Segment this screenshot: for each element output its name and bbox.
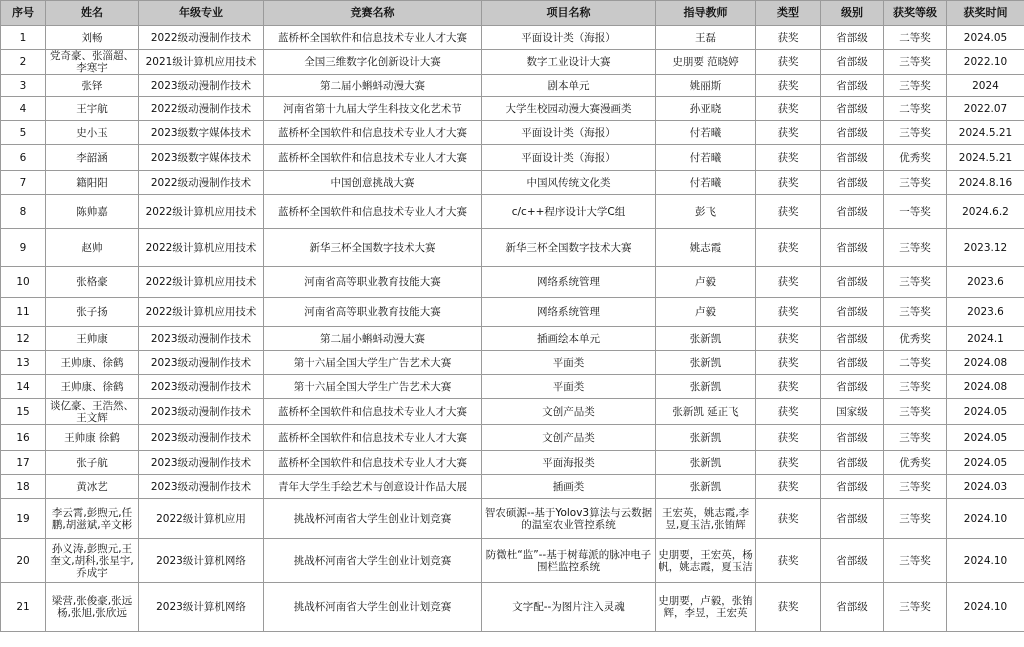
col-type-header: 类型 — [756, 1, 821, 26]
level-cell: 省部级 — [821, 267, 884, 298]
major-cell: 2023级数字媒体技术 — [139, 145, 264, 171]
competition-cell: 河南省高等职业教育技能大赛 — [264, 298, 482, 327]
competition-cell: 蓝桥杯全国软件和信息技术专业人才大赛 — [264, 425, 482, 451]
teacher-cell: 史朋要 范晓婷 — [656, 50, 756, 75]
competition-cell: 全国三维数字化创新设计大赛 — [264, 50, 482, 75]
index-cell: 6 — [1, 145, 46, 171]
index-cell: 19 — [1, 499, 46, 539]
time-cell: 2024.08 — [947, 351, 1024, 375]
competition-cell: 第十六届全国大学生广告艺术大赛 — [264, 351, 482, 375]
project-cell: 大学生校园动漫大赛漫画类 — [482, 97, 656, 121]
name-cell: 赵帅 — [46, 229, 139, 267]
major-cell: 2022级计算机应用 — [139, 499, 264, 539]
project-cell: 平面类 — [482, 375, 656, 399]
type-cell: 获奖 — [756, 267, 821, 298]
teacher-cell: 张新凯 — [656, 351, 756, 375]
level-cell: 省部级 — [821, 451, 884, 475]
award-cell: 优秀奖 — [884, 451, 947, 475]
type-cell: 获奖 — [756, 97, 821, 121]
level-cell: 省部级 — [821, 50, 884, 75]
major-cell: 2022级计算机应用技术 — [139, 229, 264, 267]
major-cell: 2022级动漫制作技术 — [139, 26, 264, 50]
name-cell: 王帅康 徐鹤 — [46, 425, 139, 451]
project-cell: c/c++程序设计大学C组 — [482, 195, 656, 229]
award-cell: 优秀奖 — [884, 145, 947, 171]
major-cell: 2021级计算机应用技术 — [139, 50, 264, 75]
competition-cell: 第二届小蝌蚪动漫大赛 — [264, 327, 482, 351]
table-row — [1, 26, 1024, 50]
teacher-cell: 张新凯 延正飞 — [656, 399, 756, 425]
table-row — [1, 75, 1024, 97]
table-row — [1, 375, 1024, 399]
table-row — [1, 171, 1024, 195]
table-row — [1, 298, 1024, 327]
type-cell: 获奖 — [756, 583, 821, 632]
time-cell: 2024.1 — [947, 327, 1024, 351]
table-row — [1, 499, 1024, 539]
level-cell: 省部级 — [821, 298, 884, 327]
type-cell: 获奖 — [756, 475, 821, 499]
award-cell: 三等奖 — [884, 539, 947, 583]
project-cell: 智农硕源--基于Yolov3算法与云数据的温室农业管控系统 — [482, 499, 656, 539]
col-major-header: 年级专业 — [139, 1, 264, 26]
time-cell: 2024.6.2 — [947, 195, 1024, 229]
project-cell: 平面设计类（海报） — [482, 26, 656, 50]
time-cell: 2024.5.21 — [947, 145, 1024, 171]
table-row — [1, 475, 1024, 499]
level-cell: 省部级 — [821, 499, 884, 539]
major-cell: 2022级动漫制作技术 — [139, 97, 264, 121]
table-row — [1, 229, 1024, 267]
teacher-cell: 卢毅 — [656, 267, 756, 298]
award-cell: 三等奖 — [884, 267, 947, 298]
level-cell: 省部级 — [821, 425, 884, 451]
teacher-cell: 付若曦 — [656, 145, 756, 171]
award-cell: 一等奖 — [884, 195, 947, 229]
index-cell: 8 — [1, 195, 46, 229]
type-cell: 获奖 — [756, 50, 821, 75]
major-cell: 2022级计算机应用技术 — [139, 267, 264, 298]
index-cell: 13 — [1, 351, 46, 375]
competition-cell: 蓝桥杯全国软件和信息技术专业人才大赛 — [264, 26, 482, 50]
major-cell: 2023级动漫制作技术 — [139, 75, 264, 97]
competition-cell: 青年大学生手绘艺术与创意设计作品大展 — [264, 475, 482, 499]
project-cell: 网络系统管理 — [482, 267, 656, 298]
index-cell: 9 — [1, 229, 46, 267]
award-cell: 三等奖 — [884, 50, 947, 75]
major-cell: 2023级动漫制作技术 — [139, 425, 264, 451]
type-cell: 获奖 — [756, 499, 821, 539]
award-cell: 三等奖 — [884, 298, 947, 327]
major-cell: 2022级计算机应用技术 — [139, 195, 264, 229]
table-body — [1, 26, 1024, 632]
level-cell: 省部级 — [821, 327, 884, 351]
name-cell: 孙义涛,彭煦元,王奎文,胡科,张星宇,乔成宇 — [46, 539, 139, 583]
award-cell: 二等奖 — [884, 26, 947, 50]
index-cell: 11 — [1, 298, 46, 327]
time-cell: 2024.05 — [947, 451, 1024, 475]
major-cell: 2023级计算机网络 — [139, 583, 264, 632]
award-cell: 三等奖 — [884, 75, 947, 97]
type-cell: 获奖 — [756, 399, 821, 425]
project-cell: 平面设计类（海报） — [482, 121, 656, 145]
level-cell: 省部级 — [821, 26, 884, 50]
competition-cell: 挑战杯河南省大学生创业计划竞赛 — [264, 499, 482, 539]
level-cell: 省部级 — [821, 583, 884, 632]
level-cell: 省部级 — [821, 121, 884, 145]
level-cell: 省部级 — [821, 145, 884, 171]
name-cell: 张子扬 — [46, 298, 139, 327]
teacher-cell: 张新凯 — [656, 425, 756, 451]
competition-cell: 河南省第十九届大学生科技文化艺术节 — [264, 97, 482, 121]
time-cell: 2024.5.21 — [947, 121, 1024, 145]
teacher-cell: 王宏英，姚志霞,李昱,夏玉洁,张铕辉 — [656, 499, 756, 539]
project-cell: 文创产品类 — [482, 425, 656, 451]
award-cell: 三等奖 — [884, 229, 947, 267]
col-index-header: 序号 — [1, 1, 46, 26]
index-cell: 20 — [1, 539, 46, 583]
award-cell: 三等奖 — [884, 171, 947, 195]
name-cell: 王宇航 — [46, 97, 139, 121]
project-cell: 文创产品类 — [482, 399, 656, 425]
teacher-cell: 张新凯 — [656, 375, 756, 399]
type-cell: 获奖 — [756, 451, 821, 475]
type-cell: 获奖 — [756, 195, 821, 229]
award-cell: 二等奖 — [884, 351, 947, 375]
major-cell: 2023级计算机网络 — [139, 539, 264, 583]
index-cell: 18 — [1, 475, 46, 499]
index-cell: 17 — [1, 451, 46, 475]
award-cell: 三等奖 — [884, 399, 947, 425]
index-cell: 14 — [1, 375, 46, 399]
col-award-header: 获奖等级 — [884, 1, 947, 26]
name-cell: 刘畅 — [46, 26, 139, 50]
project-cell: 剧本单元 — [482, 75, 656, 97]
teacher-cell: 孙亚晓 — [656, 97, 756, 121]
level-cell: 省部级 — [821, 475, 884, 499]
table-row — [1, 97, 1024, 121]
table-row — [1, 121, 1024, 145]
competition-cell: 挑战杯河南省大学生创业计划竞赛 — [264, 583, 482, 632]
name-cell: 张铎 — [46, 75, 139, 97]
table-row — [1, 327, 1024, 351]
name-cell: 黄冰艺 — [46, 475, 139, 499]
teacher-cell: 姚丽斯 — [656, 75, 756, 97]
type-cell: 获奖 — [756, 298, 821, 327]
project-cell: 网络系统管理 — [482, 298, 656, 327]
major-cell: 2022级动漫制作技术 — [139, 171, 264, 195]
award-cell: 三等奖 — [884, 583, 947, 632]
table-row — [1, 583, 1024, 632]
time-cell: 2022.10 — [947, 50, 1024, 75]
name-cell: 谈亿豪、王浩然、王文辉 — [46, 399, 139, 425]
col-teacher-header: 指导教师 — [656, 1, 756, 26]
level-cell: 省部级 — [821, 171, 884, 195]
index-cell: 21 — [1, 583, 46, 632]
index-cell: 7 — [1, 171, 46, 195]
level-cell: 省部级 — [821, 229, 884, 267]
name-cell: 党奇豪、张淄超、李寒宇 — [46, 50, 139, 75]
name-cell: 籍阳阳 — [46, 171, 139, 195]
teacher-cell: 彭飞 — [656, 195, 756, 229]
time-cell: 2024.10 — [947, 539, 1024, 583]
name-cell: 王帅康 — [46, 327, 139, 351]
type-cell: 获奖 — [756, 425, 821, 451]
award-cell: 三等奖 — [884, 121, 947, 145]
name-cell: 张子航 — [46, 451, 139, 475]
time-cell: 2024.10 — [947, 583, 1024, 632]
competition-cell: 河南省高等职业教育技能大赛 — [264, 267, 482, 298]
major-cell: 2023级数字媒体技术 — [139, 121, 264, 145]
index-cell: 4 — [1, 97, 46, 121]
project-cell: 平面海报类 — [482, 451, 656, 475]
index-cell: 5 — [1, 121, 46, 145]
type-cell: 获奖 — [756, 171, 821, 195]
time-cell: 2023.12 — [947, 229, 1024, 267]
level-cell: 省部级 — [821, 351, 884, 375]
level-cell: 省部级 — [821, 539, 884, 583]
table-row — [1, 351, 1024, 375]
time-cell: 2024.08 — [947, 375, 1024, 399]
project-cell: 插画绘本单元 — [482, 327, 656, 351]
type-cell: 获奖 — [756, 121, 821, 145]
major-cell: 2022级计算机应用技术 — [139, 298, 264, 327]
competition-cell: 第十六届全国大学生广告艺术大赛 — [264, 375, 482, 399]
index-cell: 12 — [1, 327, 46, 351]
competition-cell: 第二届小蝌蚪动漫大赛 — [264, 75, 482, 97]
index-cell: 1 — [1, 26, 46, 50]
award-cell: 三等奖 — [884, 475, 947, 499]
time-cell: 2024.8.16 — [947, 171, 1024, 195]
col-project-header: 项目名称 — [482, 1, 656, 26]
index-cell: 15 — [1, 399, 46, 425]
table-row — [1, 267, 1024, 298]
competition-cell: 蓝桥杯全国软件和信息技术专业人才大赛 — [264, 451, 482, 475]
project-cell: 中国风传统文化类 — [482, 171, 656, 195]
competition-cell: 中国创意挑战大赛 — [264, 171, 482, 195]
level-cell: 国家级 — [821, 399, 884, 425]
index-cell: 3 — [1, 75, 46, 97]
major-cell: 2023级动漫制作技术 — [139, 351, 264, 375]
award-cell: 三等奖 — [884, 499, 947, 539]
col-time-header: 获奖时间 — [947, 1, 1024, 26]
major-cell: 2023级动漫制作技术 — [139, 475, 264, 499]
teacher-cell: 张新凯 — [656, 451, 756, 475]
competition-cell: 蓝桥杯全国软件和信息技术专业人才大赛 — [264, 399, 482, 425]
index-cell: 16 — [1, 425, 46, 451]
table-row — [1, 399, 1024, 425]
teacher-cell: 张新凯 — [656, 475, 756, 499]
type-cell: 获奖 — [756, 229, 821, 267]
time-cell: 2024 — [947, 75, 1024, 97]
index-cell: 10 — [1, 267, 46, 298]
index-cell: 2 — [1, 50, 46, 75]
project-cell: 插画类 — [482, 475, 656, 499]
time-cell: 2023.6 — [947, 298, 1024, 327]
name-cell: 梁营,张俊豪,张远杨,张旭,张欣远 — [46, 583, 139, 632]
competition-cell: 蓝桥杯全国软件和信息技术专业人才大赛 — [264, 121, 482, 145]
table-row — [1, 195, 1024, 229]
teacher-cell: 姚志霞 — [656, 229, 756, 267]
time-cell: 2024.10 — [947, 499, 1024, 539]
award-cell: 三等奖 — [884, 425, 947, 451]
name-cell: 王帅康、徐鹤 — [46, 375, 139, 399]
table-row — [1, 425, 1024, 451]
name-cell: 张格豪 — [46, 267, 139, 298]
name-cell: 李云霄,彭煦元,任鹏,胡滋斌,辛文彬 — [46, 499, 139, 539]
level-cell: 省部级 — [821, 195, 884, 229]
table-row — [1, 539, 1024, 583]
teacher-cell: 付若曦 — [656, 121, 756, 145]
award-cell: 优秀奖 — [884, 327, 947, 351]
teacher-cell: 付若曦 — [656, 171, 756, 195]
competition-cell: 挑战杯河南省大学生创业计划竞赛 — [264, 539, 482, 583]
table-row — [1, 50, 1024, 75]
project-cell: 防微杜“监”--基于树莓派的脉冲电子围栏监控系统 — [482, 539, 656, 583]
teacher-cell: 张新凯 — [656, 327, 756, 351]
table-row — [1, 451, 1024, 475]
major-cell: 2023级动漫制作技术 — [139, 451, 264, 475]
project-cell: 平面设计类（海报） — [482, 145, 656, 171]
type-cell: 获奖 — [756, 75, 821, 97]
award-cell: 三等奖 — [884, 375, 947, 399]
teacher-cell: 史朋要，卢毅，张铕辉，李昱，王宏英 — [656, 583, 756, 632]
project-cell: 新华三杯全国数字技术大赛 — [482, 229, 656, 267]
header-row — [1, 1, 1024, 26]
type-cell: 获奖 — [756, 145, 821, 171]
teacher-cell: 卢毅 — [656, 298, 756, 327]
type-cell: 获奖 — [756, 539, 821, 583]
col-competition-header: 竞赛名称 — [264, 1, 482, 26]
level-cell: 省部级 — [821, 97, 884, 121]
level-cell: 省部级 — [821, 75, 884, 97]
award-cell: 二等奖 — [884, 97, 947, 121]
col-name-header: 姓名 — [46, 1, 139, 26]
time-cell: 2023.6 — [947, 267, 1024, 298]
time-cell: 2024.05 — [947, 399, 1024, 425]
teacher-cell: 王磊 — [656, 26, 756, 50]
time-cell: 2024.05 — [947, 425, 1024, 451]
project-cell: 平面类 — [482, 351, 656, 375]
competition-cell: 新华三杯全国数字技术大赛 — [264, 229, 482, 267]
name-cell: 史小玉 — [46, 121, 139, 145]
type-cell: 获奖 — [756, 351, 821, 375]
time-cell: 2022.07 — [947, 97, 1024, 121]
name-cell: 陈帅嘉 — [46, 195, 139, 229]
name-cell: 李韶涵 — [46, 145, 139, 171]
name-cell: 王帅康、徐鹤 — [46, 351, 139, 375]
major-cell: 2023级动漫制作技术 — [139, 327, 264, 351]
col-level-header: 级别 — [821, 1, 884, 26]
type-cell: 获奖 — [756, 26, 821, 50]
teacher-cell: 史朋要，王宏英，杨帆，姚志霞，夏玉洁 — [656, 539, 756, 583]
competition-cell: 蓝桥杯全国软件和信息技术专业人才大赛 — [264, 145, 482, 171]
competition-cell: 蓝桥杯全国软件和信息技术专业人才大赛 — [264, 195, 482, 229]
table-row — [1, 145, 1024, 171]
time-cell: 2024.05 — [947, 26, 1024, 50]
major-cell: 2023级动漫制作技术 — [139, 375, 264, 399]
project-cell: 数字工业设计大赛 — [482, 50, 656, 75]
project-cell: 文字配--为图片注入灵魂 — [482, 583, 656, 632]
type-cell: 获奖 — [756, 327, 821, 351]
time-cell: 2024.03 — [947, 475, 1024, 499]
level-cell: 省部级 — [821, 375, 884, 399]
major-cell: 2023级动漫制作技术 — [139, 399, 264, 425]
type-cell: 获奖 — [756, 375, 821, 399]
